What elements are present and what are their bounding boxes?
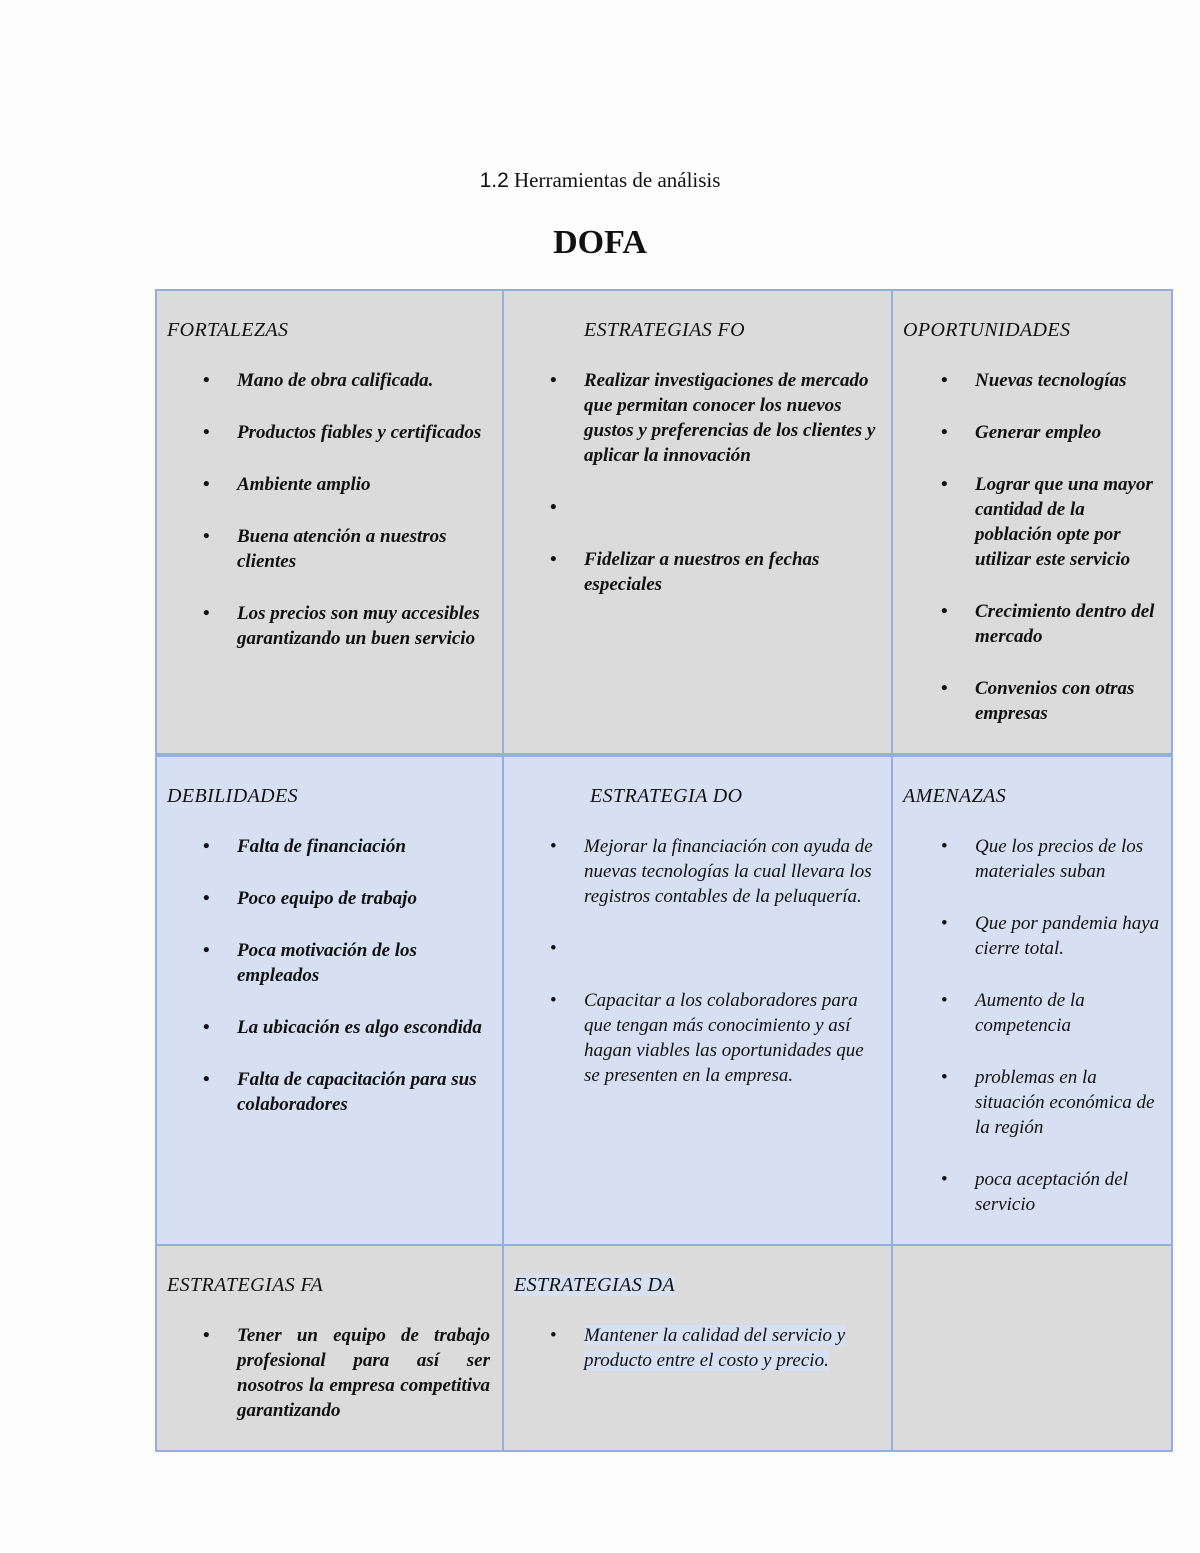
- section-heading-text: Herramientas de análisis: [514, 168, 721, 192]
- list-item: • problemas en la situación económica de la región: [903, 1065, 1161, 1140]
- list-item: • Crecimiento dentro del mercado: [903, 599, 1161, 649]
- matrix-row-3: [156, 1245, 1172, 1451]
- oportunidades-cell: [892, 290, 1172, 755]
- list-item: • Poca motivación de los empleados: [167, 938, 492, 988]
- list-item: • Generar empleo: [903, 420, 1161, 445]
- list-item: • Lograr que una mayor cantidad de la población opte por utilizar este servicio: [903, 472, 1161, 572]
- estrategia-do-title: ESTRATEGIA DO: [590, 785, 743, 807]
- list-item: • Fidelizar a nuestros en fechas especiales: [514, 547, 881, 597]
- estrategias-fo-list: [514, 368, 881, 597]
- fortalezas-title: FORTALEZAS: [167, 319, 289, 341]
- list-item: • poca aceptación del servicio: [903, 1167, 1161, 1217]
- estrategias-da-list: [514, 1323, 881, 1373]
- list-item: • Los precios son muy accesibles garantizando un buen servicio: [167, 601, 492, 651]
- list-item: • Aumento de la competencia: [903, 988, 1161, 1038]
- estrategias-da-title-text: ESTRATEGIAS DA: [514, 1274, 675, 1296]
- list-item: • Que por pandemia haya cierre total.: [903, 911, 1161, 961]
- estrategias-fa-list: [167, 1323, 492, 1423]
- matrix-row-1: [156, 290, 1172, 755]
- list-item: • Convenios con otras empresas: [903, 676, 1161, 726]
- estrategias-fo-cell: [503, 290, 892, 755]
- list-item: • La ubicación es algo escondida: [167, 1015, 492, 1040]
- estrategia-do-cell: [503, 755, 892, 1245]
- section-heading: [0, 168, 1200, 193]
- estrategias-fa-title: ESTRATEGIAS FA: [167, 1274, 324, 1296]
- estrategias-da-cell: [503, 1245, 892, 1451]
- list-item: • Productos fiables y certificados: [167, 420, 492, 445]
- list-item: • Falta de financiación: [167, 834, 492, 859]
- list-item: • Realizar investigaciones de mercado que permitan conocer los nuevos gustos y preferencias de los clientes y aplicar la innovación: [514, 368, 881, 468]
- debilidades-cell: [156, 755, 503, 1245]
- list-item: [514, 1323, 881, 1373]
- matrix-row-2: [156, 755, 1172, 1245]
- list-item: • Poco equipo de trabajo: [167, 886, 492, 911]
- list-item: • Que los precios de los materiales suban: [903, 834, 1161, 884]
- list-item: • Tener un equipo de trabajo profesional para así ser nosotros la empresa competitiva garantizando: [167, 1323, 492, 1423]
- list-item: • Mano de obra calificada.: [167, 368, 492, 393]
- empty-cell: [892, 1245, 1172, 1451]
- estrategia-do-list: [514, 834, 881, 1088]
- document-title: DOFA: [553, 224, 647, 261]
- dofa-matrix: [155, 289, 1173, 1452]
- estrategias-fa-cell: [156, 1245, 503, 1451]
- debilidades-title: DEBILIDADES: [167, 785, 299, 807]
- debilidades-list: [167, 834, 492, 1117]
- amenazas-list: [903, 834, 1161, 1217]
- list-item-empty: [514, 936, 881, 961]
- estrategias-da-title: [514, 1274, 881, 1297]
- oportunidades-title: OPORTUNIDADES: [903, 319, 1071, 341]
- list-item-text: Mantener la calidad del servicio y producto entre el costo y precio.: [584, 1325, 846, 1371]
- list-item: • Nuevas tecnologías: [903, 368, 1161, 393]
- oportunidades-list: [903, 368, 1161, 726]
- amenazas-title: AMENAZAS: [903, 785, 1007, 807]
- fortalezas-list: [167, 368, 492, 651]
- list-item: • Falta de capacitación para sus colaboradores: [167, 1067, 492, 1117]
- list-item: • Buena atención a nuestros clientes: [167, 524, 492, 574]
- list-item: • Mejorar la financiación con ayuda de nuevas tecnologías la cual llevara los registros contables de la peluquería.: [514, 834, 881, 909]
- list-item-empty: [514, 495, 881, 520]
- fortalezas-cell: [156, 290, 503, 755]
- list-item: • Ambiente amplio: [167, 472, 492, 497]
- list-item: • Capacitar a los colaboradores para que tengan más conocimiento y así hagan viables las oportunidades que se presenten en la empresa.: [514, 988, 881, 1088]
- estrategias-fo-title: ESTRATEGIAS FO: [584, 319, 745, 341]
- amenazas-cell: [892, 755, 1172, 1245]
- section-number: 1.2: [479, 169, 509, 192]
